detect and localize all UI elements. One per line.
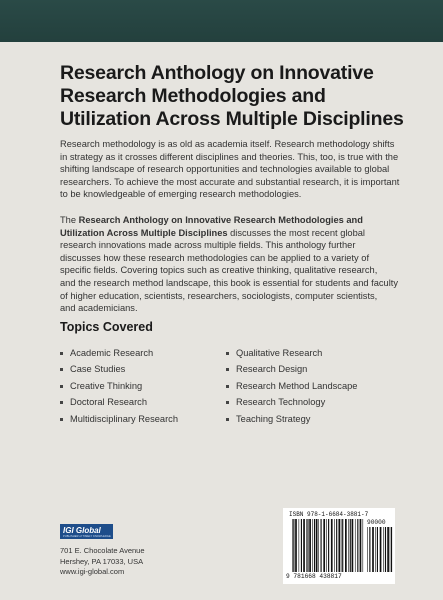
paragraph-text: discusses the most recent global <box>227 227 366 238</box>
publisher-logo-text: IGI Global <box>63 525 101 535</box>
barcode-addon-digits: 90000 <box>367 519 386 526</box>
topic-item: Multidisciplinary Research <box>60 411 178 427</box>
description-paragraph-1 <box>60 138 400 201</box>
topics-heading: Topics Covered <box>60 320 153 334</box>
isbn-barcode <box>283 508 395 584</box>
book-title-inline: Utilization Across Multiple Disciplines <box>60 227 228 238</box>
barcode-digits: 9 781668 438817 <box>286 573 342 580</box>
topic-item: Research Technology <box>226 394 357 410</box>
book-title-inline: Research Anthology on Innovative Research Methodologies and <box>78 215 363 225</box>
paragraph-line: and academicians. <box>60 303 138 314</box>
address-line: 701 E. Chocolate Avenue <box>60 546 145 555</box>
title-line: Utilization Across Multiple Disciplines <box>60 108 404 130</box>
paragraph-line: to be knowledgeable of emerging research methodologies. <box>60 189 302 200</box>
publisher-logo <box>60 524 113 539</box>
address-line: www.igi-global.com <box>60 567 125 576</box>
topic-item: Creative Thinking <box>60 378 178 394</box>
book-title <box>60 62 404 131</box>
publisher-logo-tagline: PUBLISHER of TIMELY KNOWLEDGE <box>63 534 111 538</box>
paragraph-line: and the research method landscape, this book is essential for students and faculty <box>60 277 398 288</box>
topic-item: Case Studies <box>60 361 178 377</box>
topic-item: Qualitative Research <box>226 345 357 361</box>
paragraph-line: discusses how these research methodologies can be applied to a variety of <box>60 252 370 263</box>
topic-item: Research Method Landscape <box>226 378 357 394</box>
paragraph-line <box>60 227 396 240</box>
topic-item: Research Design <box>226 361 357 377</box>
title-line: Research Anthology on Innovative <box>60 62 374 84</box>
topics-list-right <box>226 345 357 427</box>
title-line: Research Methodologies and <box>60 85 326 107</box>
paragraph-line: shifting landscape of research opportunities and technologies available to global <box>60 164 390 175</box>
address-line: Hershey, PA 17033, USA <box>60 556 144 566</box>
publisher-address <box>60 546 145 578</box>
cover-top-band <box>0 0 443 42</box>
isbn-number: ISBN 978-1-6684-3881-7 <box>289 511 369 518</box>
paragraph-line: research innovations made across multiple fields. This anthology further <box>60 240 356 251</box>
paragraph-line: in strategy as it crosses different disciplines and theories. This, too, is true with the <box>60 151 399 162</box>
topic-item: Teaching Strategy <box>226 411 357 427</box>
topic-item: Doctoral Research <box>60 394 178 410</box>
topic-item: Academic Research <box>60 345 178 361</box>
topics-list-left <box>60 345 178 427</box>
paragraph-text: The <box>60 215 79 225</box>
paragraph-line: of higher education, scientists, researchers, sociologists, computer scientists, <box>60 290 378 301</box>
paragraph-line: researchers. To achieve the most accurate and substantial research, it is important <box>60 176 400 187</box>
paragraph-line <box>60 214 396 227</box>
description-paragraph-2 <box>60 214 396 315</box>
paragraph-line: Research methodology is as old as academia itself. Research methodology shifts <box>60 139 395 149</box>
paragraph-line: specific fields. Covering topics such as creative thinking, qualitative research, <box>60 265 378 276</box>
